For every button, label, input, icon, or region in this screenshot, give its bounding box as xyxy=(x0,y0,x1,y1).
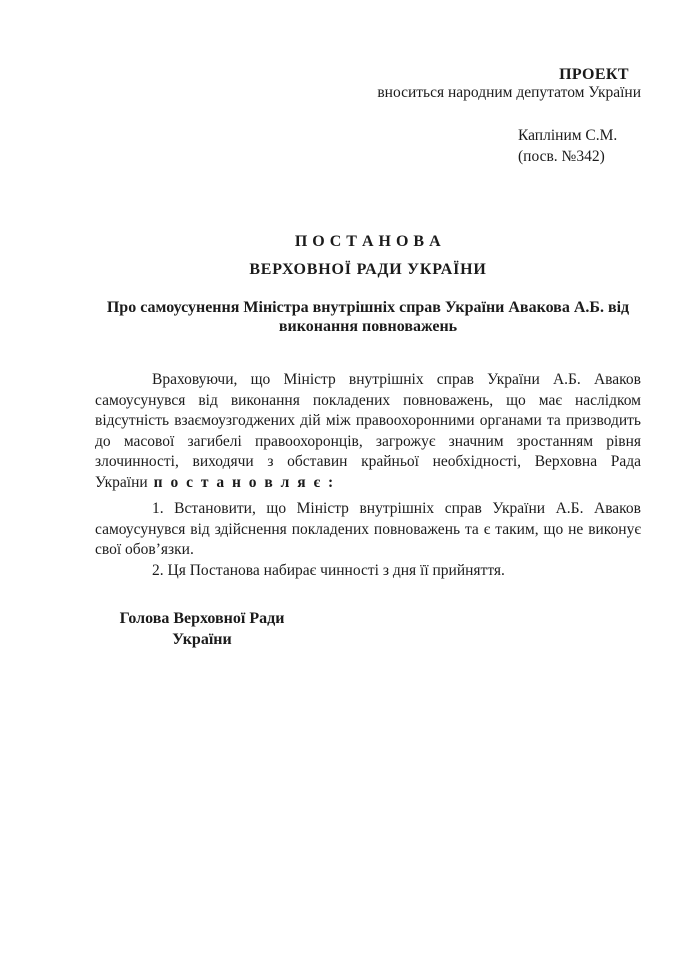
submitted-by-line: вноситься народним депутатом України xyxy=(377,84,641,101)
deputy-credential: (посв. №342) xyxy=(518,148,605,165)
signature-block xyxy=(118,609,286,650)
submitter-block xyxy=(518,125,641,167)
draft-label: ПРОЕКТ xyxy=(559,66,629,83)
document-type-heading: П О С Т А Н О В А xyxy=(294,233,442,250)
document-header xyxy=(95,66,641,101)
signatory-title-line2: України xyxy=(172,630,232,648)
resolution-item-2: 2. Ця Постанова набирає чинності з дня її прийняття. xyxy=(152,561,505,579)
resolves-label: п о с т а н о в л я є : xyxy=(153,473,336,491)
document-title: Про самоусунення Міністра внутрішніх справ України Авакова А.Б. від виконання повноважень xyxy=(106,299,630,335)
preamble-paragraph xyxy=(95,370,641,493)
deputy-name: Капліним С.М. xyxy=(518,127,618,144)
signatory-title-line1: Голова Верховної Ради xyxy=(119,610,285,627)
preamble-text: Враховуючи, що Міністр внутрішніх справ України А.Б. Аваков самоусунувся від виконання покладених повноважень, що має наслідком відсутність взаємоузгоджених дій між правоохоронними органами та призводить до масової загибелі правоохоронців, загрожує значним зростанням рівня злочинності, виходячи з обставин крайньої необхідності, Верховна Рада України xyxy=(95,371,641,491)
resolution-item-1: 1. Встановити, що Міністр внутрішніх справ України А.Б. Аваков самоусунувся від здійснення покладених повноважень та є таким, що не виконує свої обов’язки. xyxy=(95,500,641,558)
authority-heading: ВЕРХОВНОЇ РАДИ УКРАЇНИ xyxy=(249,261,487,278)
